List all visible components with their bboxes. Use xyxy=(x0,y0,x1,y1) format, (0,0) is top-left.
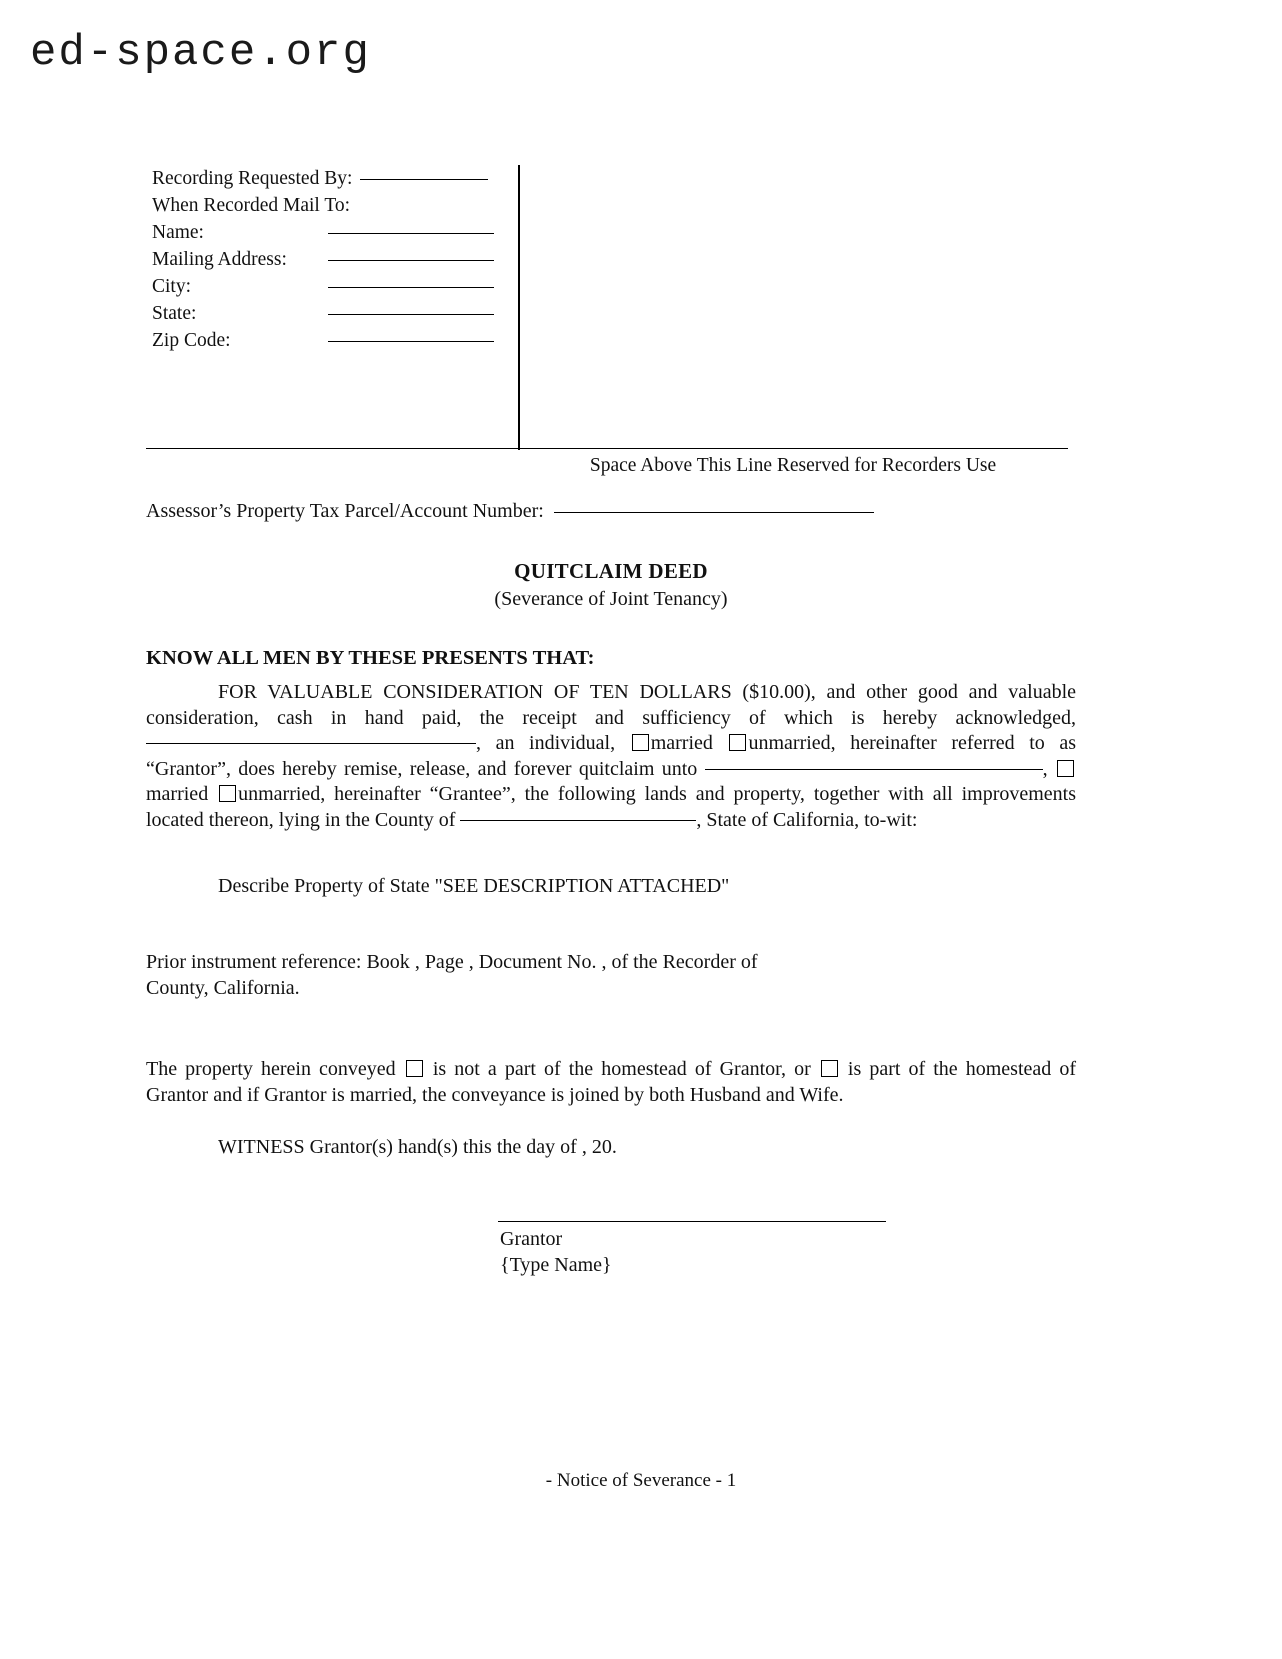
zip-code-input[interactable] xyxy=(328,340,494,342)
mailing-address-input[interactable] xyxy=(328,259,494,261)
grantor-unmarried-label: unmarried, hereinafter referred to as “Grantor”, does hereby remise, release, and forever quitclaim unto xyxy=(146,732,1077,780)
consideration-text: FOR VALUABLE CONSIDERATION OF TEN DOLLARS ($10.00), and other good and valuable consideration, cash in hand paid, the receipt and sufficiency of which is hereby acknowledged, xyxy=(146,681,1076,729)
homestead-is-part-checkbox[interactable] xyxy=(821,1060,838,1077)
homestead-intro-text: The property herein conveyed xyxy=(146,1058,396,1080)
page-subtitle: (Severance of Joint Tenancy) xyxy=(494,588,728,610)
signature-block xyxy=(498,1221,1076,1278)
homestead-not-part-checkbox[interactable] xyxy=(406,1060,423,1077)
recording-requested-by-label: Recording Requested By: xyxy=(152,168,353,189)
prior-instrument-label: Prior instrument reference: Book xyxy=(146,951,410,973)
zip-code-row xyxy=(152,327,652,354)
prior-document-label: , Document No. xyxy=(468,951,597,973)
know-all-men-heading: KNOW ALL MEN BY THESE PRESENTS THAT: xyxy=(146,647,595,669)
assessor-parcel-input[interactable] xyxy=(554,511,874,513)
signature-type-name-label: {Type Name} xyxy=(500,1254,612,1276)
when-recorded-mail-to-label: When Recorded Mail To: xyxy=(152,195,351,216)
document-page xyxy=(146,0,1076,1278)
prior-page-label: , Page xyxy=(414,951,464,973)
grantor-unmarried-checkbox[interactable] xyxy=(729,734,746,751)
prior-county-california-label: County, California. xyxy=(146,976,300,999)
recorder-info-box xyxy=(146,165,1076,476)
granting-paragraph xyxy=(146,680,1076,833)
homestead-is-part-label: is part of the homestead of Grantor and if Grantor is married, the conveyance is joined by both Husband and Wife. xyxy=(146,1058,1077,1106)
recorder-box-bottom-rule xyxy=(146,448,1068,449)
city-row xyxy=(152,273,652,300)
grantor-name-input[interactable] xyxy=(146,742,476,744)
witness-day-of-label: day of xyxy=(526,1136,577,1158)
recording-requested-by-input[interactable] xyxy=(360,178,488,180)
homestead-paragraph xyxy=(146,1057,1076,1108)
witness-line xyxy=(218,1136,1076,1159)
city-input[interactable] xyxy=(328,286,494,288)
grantee-unmarried-checkbox[interactable] xyxy=(219,785,236,802)
grantee-married-checkbox[interactable] xyxy=(1057,760,1074,777)
recorder-fields xyxy=(152,165,652,354)
state-label: State: xyxy=(152,303,197,324)
page-footer: - Notice of Severance - 1 xyxy=(545,1470,737,1491)
recording-requested-by-row xyxy=(152,165,652,192)
witness-label: WITNESS Grantor(s) hand(s) this the xyxy=(218,1136,522,1158)
witness-period: . xyxy=(611,1136,617,1158)
assessor-parcel-label: Assessor’s Property Tax Parcel/Account Number: xyxy=(146,500,544,522)
prior-recorder-label: , of the Recorder of xyxy=(601,951,758,973)
name-label: Name: xyxy=(152,222,204,243)
grantee-comma: , xyxy=(1042,757,1048,780)
mailing-address-row xyxy=(152,246,652,273)
page-title: QUITCLAIM DEED xyxy=(514,559,708,583)
zip-code-label: Zip Code: xyxy=(152,330,231,351)
witness-year-prefix: , 20 xyxy=(581,1136,612,1158)
state-row xyxy=(152,300,652,327)
signature-role-label: Grantor xyxy=(500,1228,563,1250)
city-label: City: xyxy=(152,276,192,297)
name-row xyxy=(152,219,652,246)
recorder-box-vertical-divider xyxy=(518,165,520,450)
grantor-married-checkbox[interactable] xyxy=(632,734,649,751)
homestead-not-part-label: is not a part of the homestead of Grantor, or xyxy=(432,1058,811,1080)
grantee-name-input[interactable] xyxy=(705,768,1043,770)
when-recorded-mail-to-row xyxy=(152,192,652,219)
grantor-married-label: married xyxy=(650,732,713,754)
prior-instrument-paragraph xyxy=(146,950,1076,1001)
grantee-married-label: married xyxy=(146,783,209,805)
mailing-address-label: Mailing Address: xyxy=(152,249,287,270)
site-watermark: ed-space.org xyxy=(30,28,371,78)
grantee-unmarried-label: unmarried, hereinafter “Grantee”, the following lands and property, together with all improvements located thereon, lying in the County of xyxy=(146,783,1077,831)
space-above-line-note: Space Above This Line Reserved for Recorders Use xyxy=(589,455,997,476)
state-input[interactable] xyxy=(328,313,494,315)
describe-property-text: Describe Property of State "SEE DESCRIPTION ATTACHED" xyxy=(218,875,730,897)
grantor-individual-text: , an individual, xyxy=(476,732,616,754)
county-input[interactable] xyxy=(460,819,696,821)
signature-line[interactable] xyxy=(498,1221,886,1222)
state-california-text: , State of California, to-wit: xyxy=(696,808,918,831)
name-input[interactable] xyxy=(328,232,494,234)
assessor-parcel-row xyxy=(146,500,1076,523)
